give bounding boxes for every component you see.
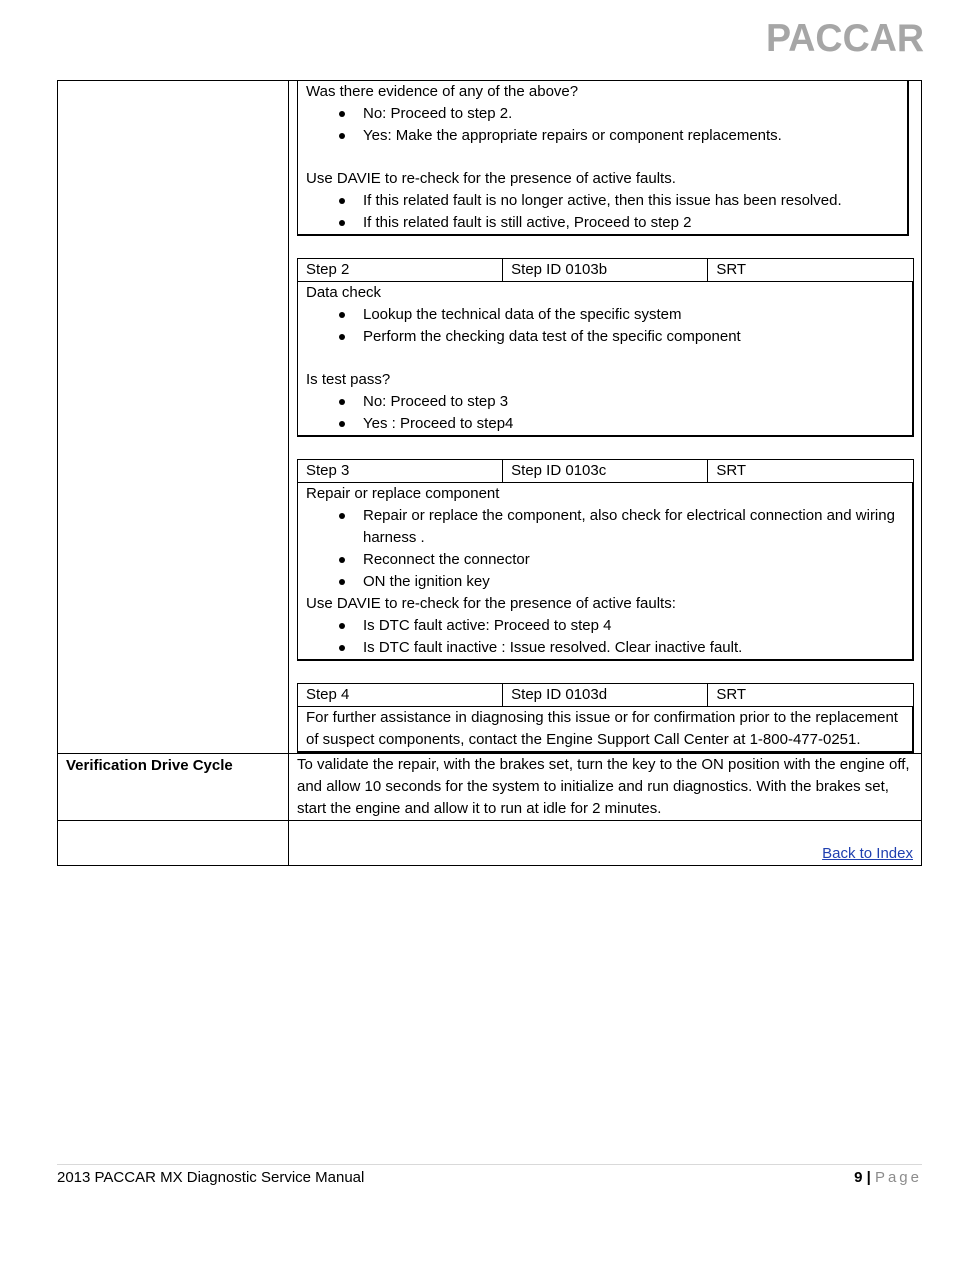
recheck-text: Use DAVIE to re-check for the presence of active faults:: [306, 595, 676, 612]
link-cell: [289, 821, 922, 866]
list-item: Is DTC fault inactive : Issue resolved. Clear inactive fault.: [363, 637, 904, 659]
step1-continuation-box: [297, 81, 909, 236]
step3-recheck-options: [306, 615, 904, 659]
verification-label: Verification Drive Cycle: [58, 754, 289, 821]
step-label: Step 4: [298, 684, 503, 707]
step3-table: [297, 459, 914, 661]
step-title: Repair or replace component: [306, 485, 500, 502]
footer-title: 2013 PACCAR MX Diagnostic Service Manual: [57, 1169, 365, 1186]
recheck-options: [306, 190, 899, 234]
steps-content-cell: [289, 81, 922, 754]
list-item: Reconnect the connector: [363, 549, 904, 571]
evidence-question: Was there evidence of any of the above?: [306, 83, 579, 100]
step2-table: [297, 258, 914, 437]
paccar-logo: [766, 18, 924, 56]
list-item: ON the ignition key: [363, 571, 904, 593]
step-title: Data check: [306, 284, 382, 301]
step-id: Step ID 0103b: [503, 259, 708, 282]
verification-text: To validate the repair, with the brakes set, turn the key to the ON position with the engine off, and allow 10 seconds for the system to initialize and run diagnostics. With the brakes set, start the engine and allow it to run at idle for 2 minutes.: [289, 754, 922, 821]
page-separator: |: [866, 1169, 871, 1186]
list-item: Is DTC fault active: Proceed to step 4: [363, 615, 904, 637]
list-item: No: Proceed to step 2.: [363, 103, 899, 125]
step4-body: [298, 707, 914, 753]
step2-header: [298, 259, 914, 282]
list-item: If this related fault is no longer active, then this issue has been resolved.: [363, 190, 899, 212]
step2-answers: [306, 391, 904, 435]
list-item: No: Proceed to step 3: [363, 391, 904, 413]
link-row: [58, 821, 922, 866]
verification-row: [58, 754, 922, 821]
page-number: 9: [854, 1169, 863, 1186]
list-item: Yes : Proceed to step4: [363, 413, 904, 435]
evidence-options: [306, 103, 899, 147]
recheck-text: Use DAVIE to re-check for the presence of active faults.: [306, 170, 676, 187]
steps-label-cell: [58, 81, 289, 754]
list-item: Lookup the technical data of the specific system: [363, 304, 904, 326]
page-word: Page: [874, 1169, 922, 1186]
page-indicator: [854, 1167, 922, 1189]
logo-text: PACCAR: [766, 18, 924, 56]
support-text: For further assistance in diagnosing this issue or for confirmation prior to the replacement of suspect components, contact the Engine Support Call Center at 1-800-477-0251.: [306, 709, 898, 748]
srt-label: SRT: [708, 684, 913, 707]
list-item: Perform the checking data test of the specific component: [363, 326, 904, 348]
step-label: Step 2: [298, 259, 503, 282]
step3-actions: [306, 505, 904, 593]
step-label: Step 3: [298, 460, 503, 483]
footer-divider: [57, 1164, 922, 1165]
srt-label: SRT: [708, 259, 913, 282]
empty-cell: [58, 821, 289, 866]
fault-procedure-table: [57, 80, 922, 866]
steps-row: [58, 81, 922, 754]
step4-header: [298, 684, 914, 707]
step3-body: [298, 483, 914, 661]
step-id: Step ID 0103d: [503, 684, 708, 707]
step-id: Step ID 0103c: [503, 460, 708, 483]
step2-actions: [306, 304, 904, 348]
back-to-index-link[interactable]: Back to Index: [822, 845, 913, 862]
list-item: Repair or replace the component, also check for electrical connection and wiring harness .: [363, 505, 904, 549]
list-item: If this related fault is still active, Proceed to step 2: [363, 212, 899, 234]
step4-table: [297, 683, 914, 753]
test-question: Is test pass?: [306, 371, 391, 388]
step2-body: [298, 282, 914, 437]
step3-header: [298, 460, 914, 483]
srt-label: SRT: [708, 460, 913, 483]
list-item: Yes: Make the appropriate repairs or component replacements.: [363, 125, 899, 147]
